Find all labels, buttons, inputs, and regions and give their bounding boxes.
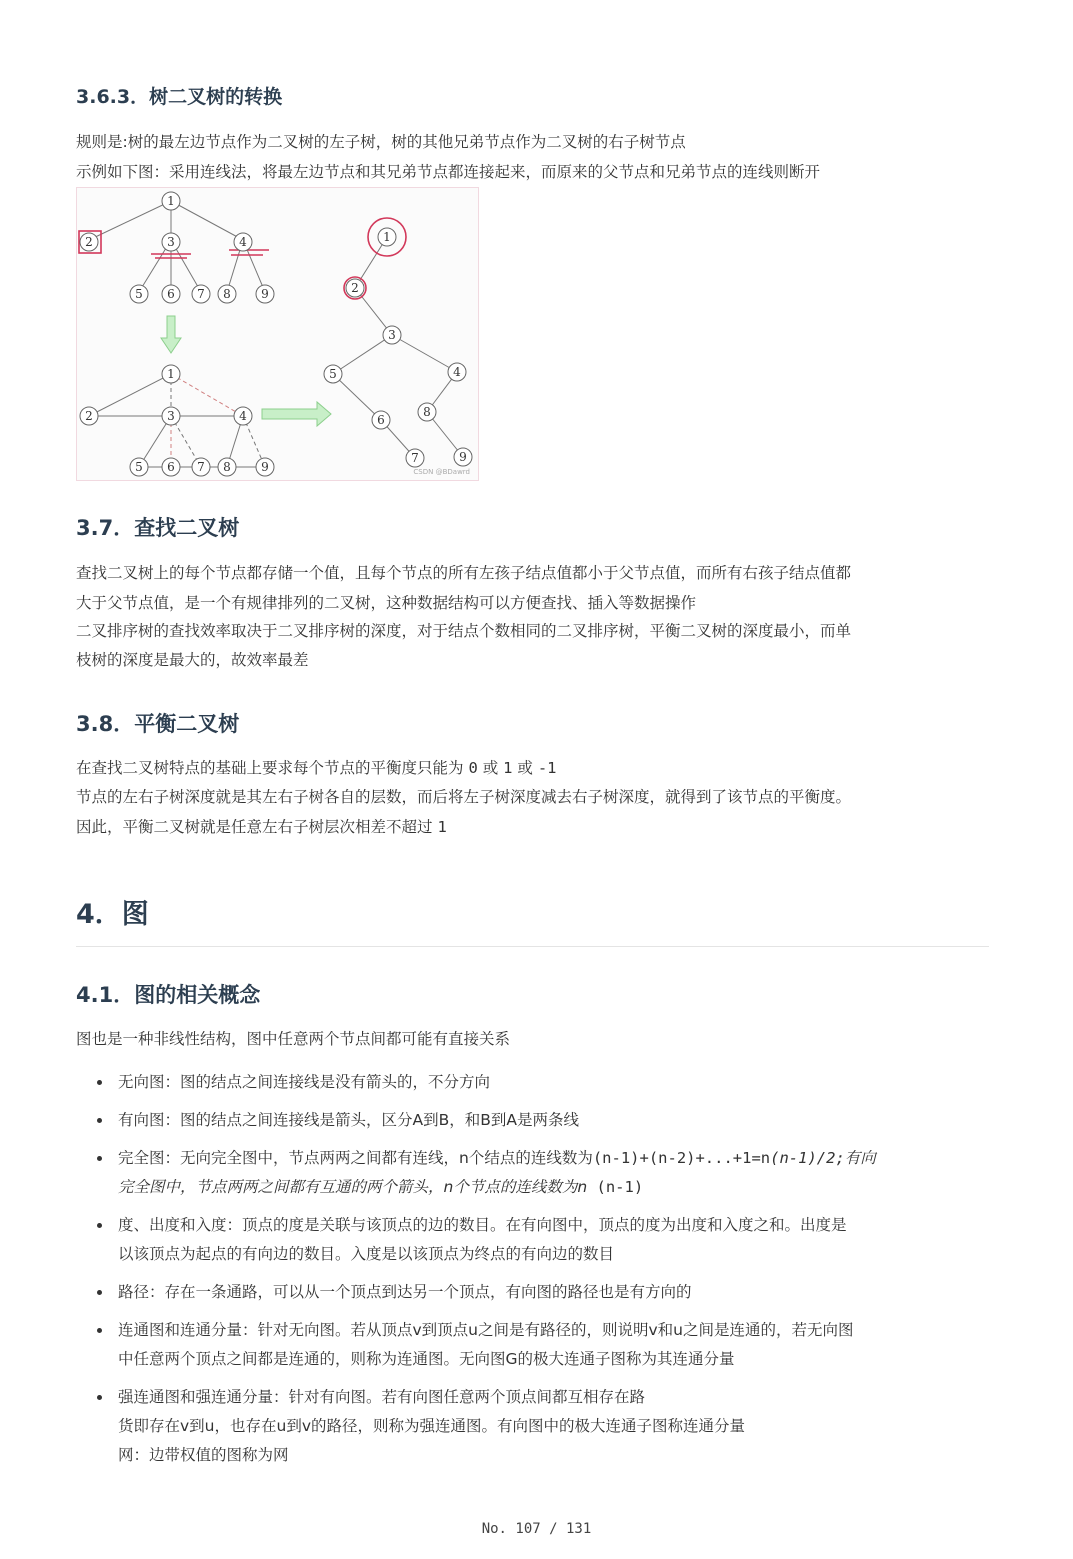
list-item-directed: 有向图：图的结点之间连接线是箭头，区分A到B，和B到A是两条线 [76, 1106, 989, 1135]
paragraph-bst-2: 大于父节点值，是一个有规律排列的二叉树，这种数据结构可以方便查找、插入等数据操作 [76, 594, 697, 612]
graph-concepts-list [76, 1068, 989, 1470]
svg-text:6: 6 [167, 460, 175, 474]
svg-text:5: 5 [135, 287, 143, 301]
list-item-degree: 度、出度和入度：顶点的度是关联与该顶点的边的数目。在有向图中，顶点的度为出度和入度之和。出度是 以该顶点为起点的有向边的数目。入度是以该顶点为终点的有向边的数目 [76, 1211, 989, 1269]
heading-4-1: 4.1．图的相关概念 [76, 983, 261, 1007]
svg-text:9: 9 [261, 460, 269, 474]
svg-text:5: 5 [329, 367, 337, 381]
svg-text:1: 1 [167, 367, 175, 381]
svg-text:9: 9 [459, 450, 467, 464]
paragraph-rule: 规则是:树的最左边节点作为二叉树的左子树，树的其他兄弟节点作为二叉树的右子树节点 [76, 133, 686, 151]
svg-text:8: 8 [223, 287, 231, 301]
paragraph-example: 示例如下图：采用连线法，将最左边节点和其兄弟节点都连接起来，而原来的父节点和兄弟节点的连线则断开 [76, 163, 821, 181]
svg-text:3: 3 [167, 235, 175, 249]
svg-text:1: 1 [167, 194, 175, 208]
tree-diagram [77, 188, 478, 480]
list-item-undirected: 无向图：图的结点之间连接线是没有箭头的，不分方向 [76, 1068, 989, 1097]
svg-text:4: 4 [239, 409, 247, 423]
list-item-complete: 完全图：无向完全图中，节点两两之间都有连线，n个结点的连线数为(n-1)+(n-2)+...+1=n(n-1)/2;有向 完全图中，节点两两之间都有互通的两个箭头，n个节点的连线数为n (n-1) [76, 1144, 989, 1202]
svg-text:1: 1 [383, 230, 391, 244]
svg-text:6: 6 [377, 413, 385, 427]
svg-text:2: 2 [85, 235, 93, 249]
svg-text:4: 4 [453, 365, 461, 379]
page-number: No. 107 / 131 [481, 1521, 592, 1537]
paragraph-graph-intro: 图也是一种非线性结构，图中任意两个节点间都可能有直接关系 [76, 1030, 511, 1048]
svg-text:9: 9 [261, 287, 269, 301]
list-item-strongly-connected: 强连通图和强连通分量：针对有向图。若有向图任意两个顶点间都互相存在路 货即存在v到u，也存在u到v的路径，则称为强连通图。有向图中的极大连通子图称连通分量 网：边带权值的图称为网 [76, 1383, 989, 1470]
svg-text:2: 2 [85, 409, 93, 423]
tree-to-binary-tree-figure [76, 187, 479, 481]
svg-text:CSDN @BDawrd: CSDN @BDawrd [413, 468, 470, 476]
paragraph-bst-1: 查找二叉树上的每个节点都存储一个值，且每个节点的所有左孩子结点值都小于父节点值，而所有右孩子结点值都 [76, 564, 852, 582]
list-item-connected: 连通图和连通分量：针对无向图。若从顶点v到顶点u之间是有路径的，则说明v和u之间是连通的，若无向图 中任意两个顶点之间都是连通的，则称为连通图。无向图G的极大连通子图称为其连通分量 [76, 1316, 989, 1374]
heading-divider [76, 946, 989, 947]
svg-text:7: 7 [197, 460, 205, 474]
svg-text:3: 3 [388, 328, 396, 342]
heading-3-8: 3.8．平衡二叉树 [76, 712, 240, 736]
svg-text:2: 2 [351, 281, 359, 295]
svg-text:8: 8 [423, 405, 431, 419]
heading-3-6-3: 3.6.3．树二叉树的转换 [76, 86, 283, 108]
paragraph-bst-3: 二叉排序树的查找效率取决于二叉排序树的深度，对于结点个数相同的二叉排序树，平衡二叉树的深度最小，而单 [76, 622, 852, 640]
svg-text:4: 4 [239, 235, 247, 249]
svg-text:7: 7 [411, 451, 419, 465]
svg-text:8: 8 [223, 460, 231, 474]
paragraph-balance-3: 因此，平衡二叉树就是任意左右子树层次相差不超过 1 [76, 818, 447, 836]
heading-3-7: 3.7．查找二叉树 [76, 516, 240, 540]
paragraph-balance-1: 在查找二叉树特点的基础上要求每个节点的平衡度只能为 0 或 1 或 -1 [76, 759, 557, 777]
paragraph-bst-4: 枝树的深度是最大的，故效率最差 [76, 651, 309, 669]
svg-text:6: 6 [167, 287, 175, 301]
paragraph-balance-2: 节点的左右子树深度就是其左右子树各自的层数，而后将左子树深度减去右子树深度，就得到了该节点的平衡度。 [76, 788, 852, 806]
svg-text:3: 3 [167, 409, 175, 423]
heading-4: 4．图 [76, 899, 149, 930]
svg-text:5: 5 [135, 460, 143, 474]
list-item-path: 路径：存在一条通路，可以从一个顶点到达另一个顶点，有向图的路径也是有方向的 [76, 1278, 989, 1307]
svg-text:7: 7 [197, 287, 205, 301]
